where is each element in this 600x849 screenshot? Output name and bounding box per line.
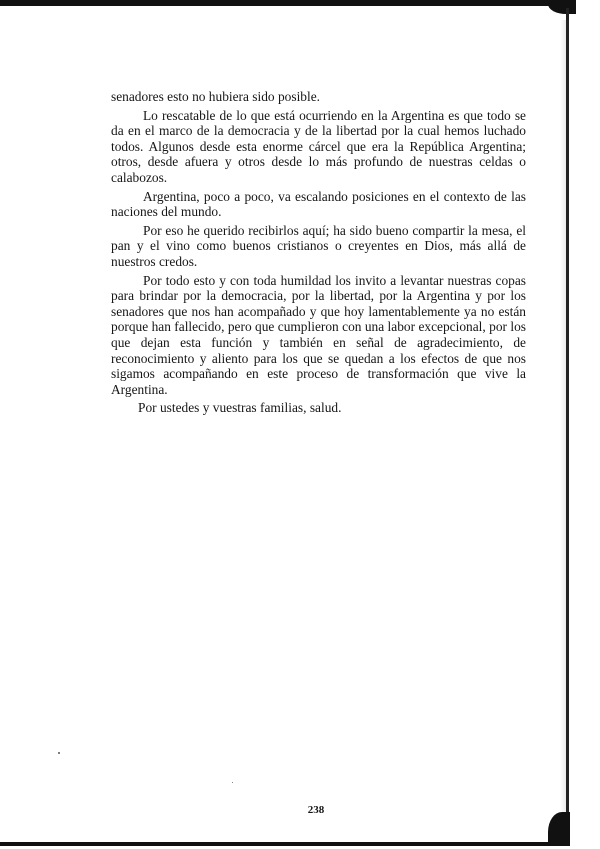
page-bottom-edge	[0, 842, 570, 846]
page-number: 238	[307, 804, 325, 816]
paragraph: Argentina, poco a poco, va escalando posiciones en el contexto de las naciones del mundo.	[111, 188, 526, 220]
body-text	[111, 89, 526, 419]
scan-speck	[58, 752, 60, 754]
paragraph: senadores esto no hubiera sido posible.	[111, 89, 320, 104]
paragraph: Por todo esto y con toda humildad los invito a levantar nuestras copas para brindar por la democracia, por la libertad, por la Argentina y por los senadores que nos han acompañado y que hoy lamentablemente ya no están porque han fallecido, pero que cumplieron con una labor excepcional, por los que dejan esta función y también en señal de agradecimiento, de reconocimiento y aliento para los que se quedan a los efectos de que nos sigamos acompañando en este proceso de transformación que vive la Argentina.	[111, 272, 526, 397]
paragraph: Lo rescatable de lo que está ocurriendo en la Argentina es que todo se da en el marco de la democracia y de la libertad por la cual hemos luchado todos. Algunos desde esta enorme cárcel que era la República Argentina; otros, desde afuera y otros desde lo más profundo de nuestras celdas o calabozos.	[111, 107, 526, 185]
page-top-right-corner	[548, 0, 576, 14]
paragraph: Por eso he querido recibirlos aquí; ha sido bueno compartir la mesa, el pan y el vino como buenos cristianos o creyentes en Dios, más allá de nuestros credos.	[111, 222, 526, 269]
scan-speck	[232, 782, 233, 783]
page-bottom-right-corner	[548, 812, 570, 842]
closing-paragraph: Por ustedes y vuestras familias, salud.	[138, 400, 342, 416]
page-top-edge	[0, 0, 568, 6]
page-right-edge	[566, 8, 569, 834]
